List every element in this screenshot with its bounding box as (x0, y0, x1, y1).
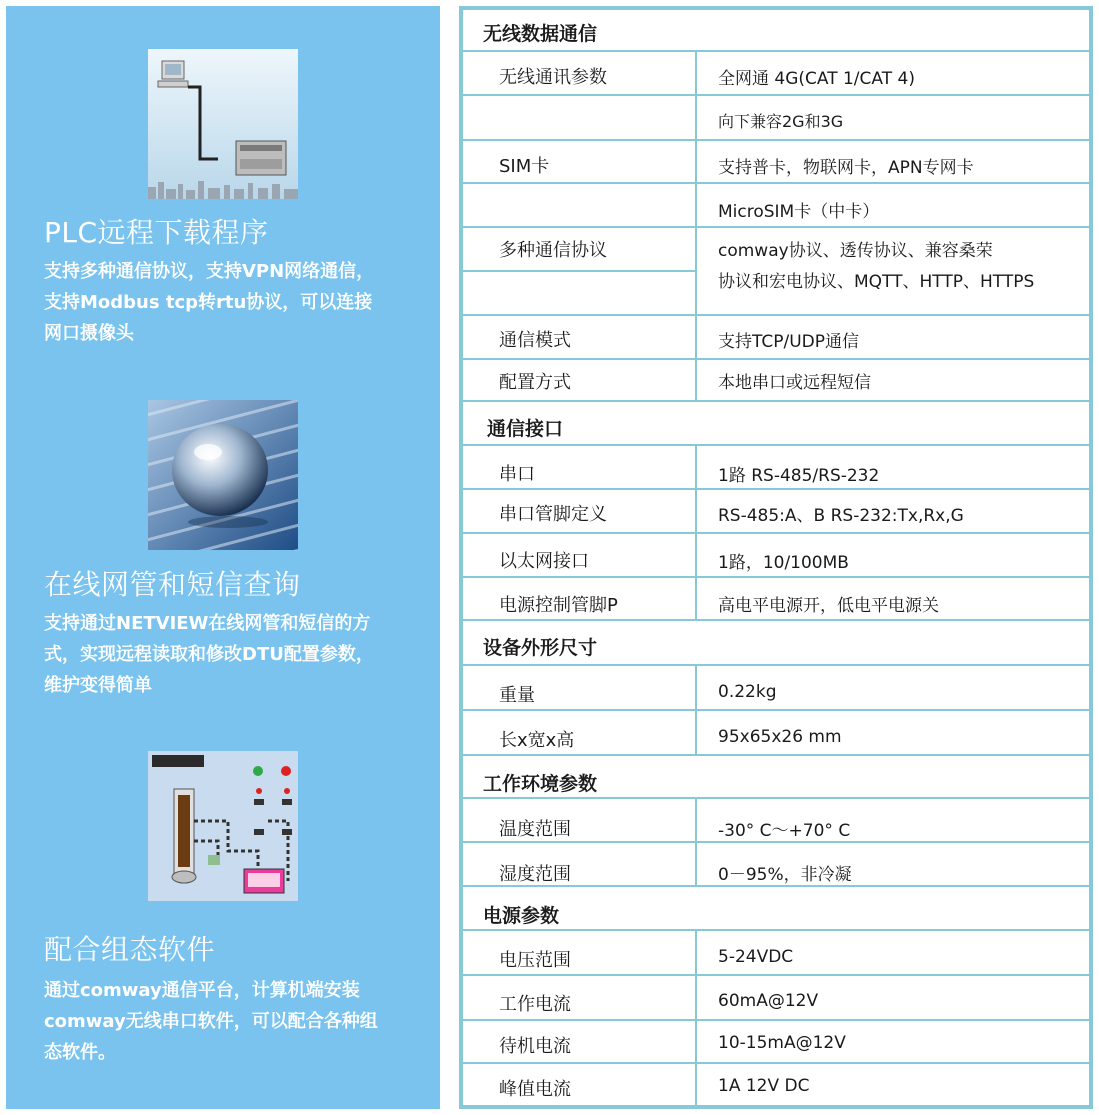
spec-label: 串口管脚定义 (499, 504, 607, 525)
spec-label: 电源控制管脚P (499, 595, 618, 616)
spec-value: 60mA@12V (718, 991, 819, 1011)
spec-label: 配置方式 (499, 372, 571, 393)
spec-value: 0.22kg (718, 682, 777, 702)
spec-value: 全网通 4G(CAT 1/CAT 4) (718, 69, 915, 89)
spec-value: 1A 12V DC (718, 1076, 810, 1096)
feature-description: 通过comway通信平台，计算机端安装comway无线串口软件，可以配合各种组态软件。 (44, 980, 378, 1063)
section-dimensions: 设备外形尺寸 (483, 637, 598, 659)
spec-table (459, 6, 1093, 1109)
section-power: 电源参数 (483, 905, 560, 927)
feature-description: 支持多种通信协议，支持VPN网络通信，支持Modbus tcp转rtu协议，可以连接网口摄像头 (44, 261, 375, 344)
binary-water-drop-illustration (148, 400, 298, 550)
spec-label: 无线通讯参数 (499, 67, 607, 88)
spec-label: 电压范围 (499, 950, 571, 971)
spec-label: SIM卡 (499, 156, 550, 177)
plc-network-illustration (148, 49, 298, 199)
spec-value: 向下兼容2G和3G (718, 112, 844, 131)
spec-value: 0－95%，非冷凝 (718, 865, 852, 885)
spec-value: 10-15mA@12V (718, 1033, 846, 1053)
spec-value: 5-24VDC (718, 947, 794, 967)
spec-label: 湿度范围 (499, 864, 571, 885)
spec-value: MicroSIM卡（中卡） (718, 202, 880, 222)
feature-title: PLC远程下载程序 (44, 216, 269, 249)
feature-description: 支持通过NETVIEW在线网管和短信的方式，实现远程读取和修改DTU配置参数，维护变得简单 (44, 613, 374, 696)
spec-grid (463, 10, 1089, 1105)
spec-label: 多种通信协议 (499, 240, 607, 261)
spec-value: 95x65x26 mm (718, 727, 842, 747)
feature-title: 在线网管和短信查询 (44, 568, 301, 601)
feature-title: 配合组态软件 (44, 933, 216, 966)
spec-value: 1路 RS-485/RS-232 (718, 466, 880, 486)
spec-value: 支持TCP/UDP通信 (718, 332, 860, 352)
spec-value: 支持普卡，物联网卡，APN专网卡 (718, 158, 974, 178)
spec-label: 重量 (499, 685, 535, 706)
scada-screen-illustration (148, 751, 298, 901)
spec-value: 协议和宏电协议、MQTT、HTTP、HTTPS (718, 272, 1035, 292)
spec-value: -30° C～+70° C (718, 821, 851, 841)
spec-value: 高电平电源开，低电平电源关 (718, 596, 939, 616)
spec-label: 长x宽x高 (499, 730, 575, 751)
spec-label: 工作电流 (499, 994, 571, 1015)
section-interfaces: 通信接口 (487, 418, 564, 440)
spec-value: comway协议、透传协议、兼容桑荣 (718, 241, 993, 261)
spec-value: RS-485:A、B RS-232:Tx,Rx,G (718, 506, 964, 526)
spec-label: 待机电流 (499, 1036, 571, 1057)
section-wireless-data: 无线数据通信 (483, 23, 598, 45)
spec-label: 峰值电流 (499, 1079, 571, 1100)
spec-label: 温度范围 (499, 819, 571, 840)
spec-label: 以太网接口 (499, 551, 589, 572)
spec-value: 1路，10/100MB (718, 553, 849, 573)
section-environment: 工作环境参数 (483, 773, 598, 795)
spec-label: 串口 (499, 464, 535, 485)
spec-label: 通信模式 (499, 330, 571, 351)
spec-value: 本地串口或远程短信 (718, 373, 871, 393)
